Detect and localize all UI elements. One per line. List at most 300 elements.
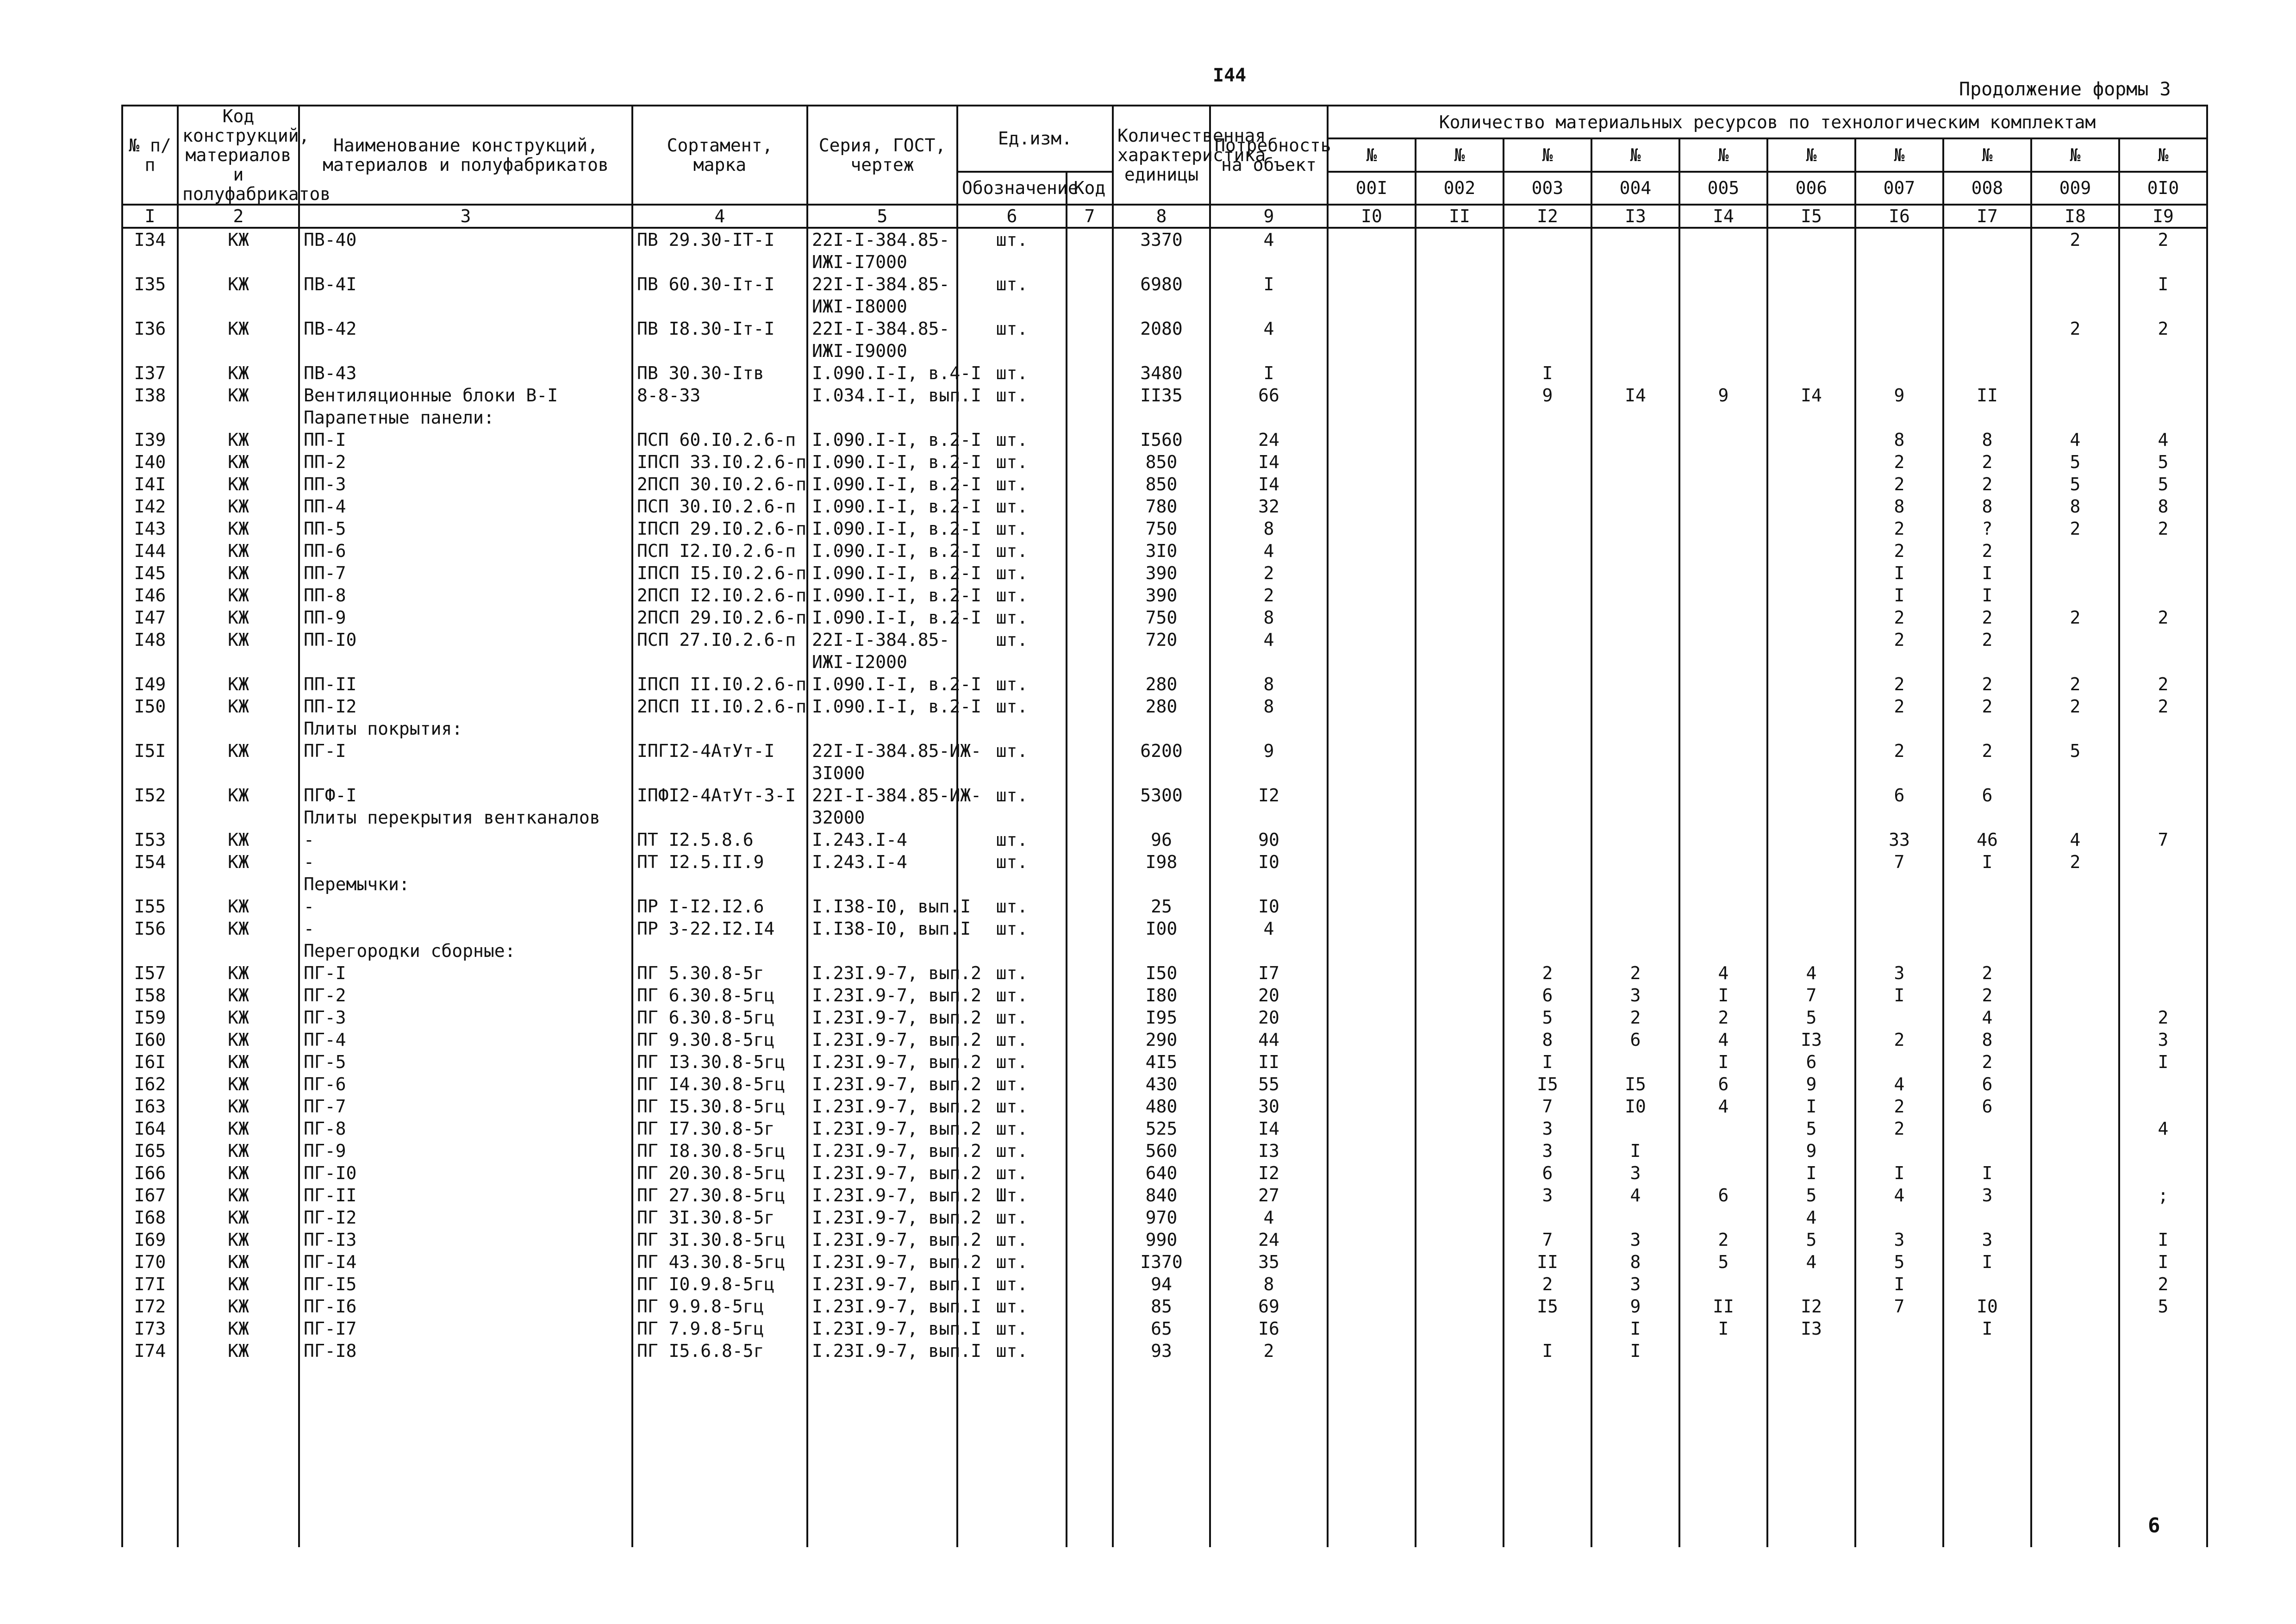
cell-grade: 2ПСП 29.I0.2.6-п [632,606,807,629]
cell-code: КЖ [178,1140,299,1162]
cell-need: 8 [1210,606,1328,629]
section-heading-row [122,873,2207,895]
cell-complex-qty: 5 [2031,473,2119,495]
cell-complex-qty [1504,629,1591,651]
table-row [122,562,2207,584]
cell-series: ИЖI-I2000 [807,651,957,673]
cell-need: I7 [1210,962,1328,984]
cell-complex-qty: 2 [1855,629,1943,651]
cell-qty: 640 [1113,1162,1210,1184]
cell-complex-qty: 46 [1943,829,2031,851]
cell-complex-qty: ; [2119,1184,2207,1206]
cell-complex-qty [1328,984,1416,1006]
cell-series: I.23I.9-7, вып.2 [807,1095,957,1118]
cell-no [122,762,178,784]
cell-complex-qty: 2 [2031,518,2119,540]
cell-empty [1767,873,1855,895]
cell-complex-qty: 2 [2119,673,2207,695]
cell-unit: шт. [957,228,1067,251]
cell-unit: шт. [957,1095,1067,1118]
cell-qty: I80 [1113,984,1210,1006]
cell-need: 35 [1210,1251,1328,1273]
cell-complex-qty [1591,895,1679,918]
cell-empty [1113,762,1210,784]
table-row [122,1229,2207,1251]
cell-complex-qty [1767,740,1855,762]
cell-empty [1767,718,1855,740]
table-row [122,1295,2207,1318]
table-row [122,1273,2207,1295]
cell-complex-qty [1416,673,1504,695]
cell-complex-qty [1943,362,2031,384]
header-complex-no-mark: № [1416,138,1504,171]
cell-grade: IПСП 33.I0.2.6-п [632,451,807,473]
cell-empty [1067,340,1113,362]
table-row [122,673,2207,695]
cell-grade [632,295,807,318]
cell-complex-qty: 9 [1767,1073,1855,1095]
cell-code [178,806,299,829]
cell-complex-qty [2119,1206,2207,1229]
cell-grade: ПВ 30.30-Iтв [632,362,807,384]
cell-complex-qty [2119,384,2207,406]
cell-complex-qty [1679,1118,1767,1140]
cell-no: I56 [122,918,178,940]
table-row [122,1184,2207,1206]
cell-complex-qty [2031,1206,2119,1229]
cell-code: КЖ [178,918,299,940]
table-row [122,1340,2207,1362]
cell-empty [1943,295,2031,318]
cell-grade: ПГ 43.30.8-5гц [632,1251,807,1273]
form-continuation-label: Продолжение формы 3 [1959,79,2171,100]
cell-qty: 850 [1113,451,1210,473]
cell-series: 32000 [807,806,957,829]
cell-need: 2 [1210,584,1328,606]
cell-empty [1210,873,1328,895]
cell-need: 8 [1210,1273,1328,1295]
cell-complex-qty [2119,918,2207,940]
cell-complex-qty [1504,606,1591,629]
cell-complex-qty [1767,228,1855,251]
cell-no: I74 [122,1340,178,1362]
cell-qty: 990 [1113,1229,1210,1251]
cell-series: I.090.I-I, в.2-I [807,562,957,584]
cell-complex-qty [2031,562,2119,584]
cell-complex-qty [1328,829,1416,851]
cell-empty [2031,295,2119,318]
table-row [122,606,2207,629]
cell-empty [2031,718,2119,740]
cell-series: I.23I.9-7, вып.2 [807,1073,957,1095]
cell-complex-qty [2031,1095,2119,1118]
cell-complex-qty: 7 [1855,851,1943,873]
cell-complex-qty [1767,318,1855,340]
header-unit-designation: Обозначение [957,172,1067,205]
cell-complex-qty [1416,1251,1504,1273]
cell-complex-qty: 4 [1679,1095,1767,1118]
cell-complex-qty [2031,584,2119,606]
cell-complex-qty [2119,1140,2207,1162]
cell-complex-qty [1679,1273,1767,1295]
cell-complex-qty: I0 [1943,1295,2031,1318]
cell-complex-qty [2119,1162,2207,1184]
cell-complex-qty [1416,562,1504,584]
cell-complex-qty [1504,851,1591,873]
cell-complex-qty [1504,673,1591,695]
cell-unit: шт. [957,1006,1067,1029]
cell-qty: 5300 [1113,784,1210,806]
cell-complex-qty [1679,851,1767,873]
cell-complex-qty [1416,606,1504,629]
cell-empty [1113,718,1210,740]
cell-grade: ПР 3-22.I2.I4 [632,918,807,940]
cell-no: I63 [122,1095,178,1118]
header-complex-code: 0I0 [2119,172,2207,205]
cell-complex-qty: 8 [1943,495,2031,518]
cell-complex-qty [1328,473,1416,495]
cell-complex-qty [2031,1073,2119,1095]
cell-grade: ПГ I3.30.8-5гц [632,1051,807,1073]
cell-no: I65 [122,1140,178,1162]
corner-number: 6 [2148,1514,2160,1537]
cell-complex-qty [2119,784,2207,806]
cell-complex-qty: 4 [1591,1184,1679,1206]
cell-complex-qty [2119,895,2207,918]
cell-need: 20 [1210,984,1328,1006]
cell-name: - [299,851,632,873]
cell-unit: шт. [957,584,1067,606]
cell-unit-code [1067,1006,1113,1029]
cell-code: КЖ [178,1118,299,1140]
table-row-continuation [122,806,2207,829]
cell-complex-qty: 3 [1591,1229,1679,1251]
cell-need: I3 [1210,1140,1328,1162]
cell-empty [1591,806,1679,829]
cell-code [178,873,299,895]
cell-empty [1113,295,1210,318]
section-heading-row [122,718,2207,740]
cell-code: КЖ [178,1095,299,1118]
cell-no: I6I [122,1051,178,1073]
cell-code: КЖ [178,1251,299,1273]
cell-code: КЖ [178,451,299,473]
cell-code: КЖ [178,1340,299,1362]
cell-series: 22I-I-384.85-ИЖ- [807,740,957,762]
cell-complex-qty: 3 [1504,1184,1591,1206]
cell-need: 20 [1210,1006,1328,1029]
cell-complex-qty [1504,518,1591,540]
cell-complex-qty: I [1855,984,1943,1006]
cell-name: ПВ-43 [299,362,632,384]
cell-complex-qty: 9 [1591,1295,1679,1318]
cell-complex-qty [2119,740,2207,762]
cell-unit: шт. [957,473,1067,495]
cell-empty [1855,940,1943,962]
cell-need: 4 [1210,1206,1328,1229]
cell-empty [1767,340,1855,362]
cell-code [178,406,299,429]
cell-empty [1504,718,1591,740]
cell-complex-qty [1591,740,1679,762]
cell-qty: 780 [1113,495,1210,518]
cell-no [122,718,178,740]
cell-complex-qty [1591,518,1679,540]
cell-complex-qty [2119,562,2207,584]
cell-no: I36 [122,318,178,340]
cell-qty: 750 [1113,606,1210,629]
cell-empty [1943,340,2031,362]
cell-empty [1328,651,1416,673]
cell-empty [1767,651,1855,673]
cell-unit-code [1067,518,1113,540]
cell-complex-qty: II [1504,1251,1591,1273]
cell-complex-qty [1767,429,1855,451]
cell-name: ПП-I0 [299,629,632,651]
cell-complex-qty [1328,918,1416,940]
cell-complex-qty [1679,740,1767,762]
table-row [122,273,2207,295]
cell-complex-qty: 2 [2119,318,2207,340]
cell-empty [957,718,1067,740]
cell-empty [2119,940,2207,962]
cell-no: I58 [122,984,178,1006]
cell-qty: 3I0 [1113,540,1210,562]
header-complex-no-mark: № [1679,138,1767,171]
cell-code: КЖ [178,1206,299,1229]
cell-complex-qty: 2 [1679,1229,1767,1251]
cell-name: - [299,918,632,940]
cell-grade: ПГ 7.9.8-5гц [632,1318,807,1340]
cell-empty [1767,940,1855,962]
section-heading: Парапетные панели: [299,406,632,429]
cell-complex-qty [2031,1184,2119,1206]
cell-complex-qty: 7 [1767,984,1855,1006]
cell-unit-code [1067,1051,1113,1073]
cell-complex-qty: ? [1943,518,2031,540]
cell-no: I50 [122,695,178,718]
cell-complex-qty [2031,629,2119,651]
cell-empty [1067,251,1113,273]
header-complex-no-mark: № [1591,138,1679,171]
cell-qty: 480 [1113,1095,1210,1118]
cell-complex-qty [1504,429,1591,451]
cell-empty [1328,873,1416,895]
cell-complex-qty [1504,695,1591,718]
cell-complex-qty: 4 [2119,1118,2207,1140]
table-row [122,318,2207,340]
cell-complex-qty [1416,584,1504,606]
cell-no: I68 [122,1206,178,1229]
cell-grade: IПСП 29.I0.2.6-п [632,518,807,540]
cell-no: I7I [122,1273,178,1295]
cell-complex-qty [1943,1206,2031,1229]
cell-complex-qty: 2 [1855,1118,1943,1140]
cell-empty [1113,251,1210,273]
cell-complex-qty: 6 [1943,1095,2031,1118]
cell-complex-qty: I [1855,1162,1943,1184]
cell-need: 4 [1210,318,1328,340]
cell-no: I49 [122,673,178,695]
cell-grade: ПСП 60.I0.2.6-п [632,429,807,451]
cell-unit-code [1067,1273,1113,1295]
cell-no: I46 [122,584,178,606]
cell-empty [1943,718,2031,740]
table-row [122,384,2207,406]
cell-unit-code [1067,1029,1113,1051]
cell-unit: шт. [957,1073,1067,1095]
cell-complex-qty: 9 [1855,384,1943,406]
table-row [122,1029,2207,1051]
cell-empty [1855,651,1943,673]
cell-no: I34 [122,228,178,251]
header-complex-code: 009 [2031,172,2119,205]
cell-name: ПГ-3 [299,1006,632,1029]
cell-empty [1679,295,1767,318]
table-row [122,1206,2207,1229]
cell-empty [1855,406,1943,429]
cell-qty: I50 [1113,962,1210,984]
cell-no: I70 [122,1251,178,1273]
column-number: 5 [807,205,957,228]
cell-unit: шт. [957,562,1067,584]
cell-complex-qty [1416,740,1504,762]
cell-empty [1504,806,1591,829]
cell-complex-qty: I5 [1504,1295,1591,1318]
cell-empty [1416,651,1504,673]
cell-code: КЖ [178,384,299,406]
cell-complex-qty: 8 [1855,495,1943,518]
cell-need: 4 [1210,540,1328,562]
cell-complex-qty [1767,540,1855,562]
cell-qty: I560 [1113,429,1210,451]
column-number: I0 [1328,205,1416,228]
cell-empty [632,718,807,740]
cell-complex-qty: 5 [1767,1118,1855,1140]
cell-empty [957,295,1067,318]
cell-unit-code [1067,495,1113,518]
cell-complex-qty: 5 [1504,1006,1591,1029]
cell-series: 22I-I-384.85- [807,629,957,651]
cell-complex-qty [1943,918,2031,940]
cell-need: I2 [1210,1162,1328,1184]
cell-complex-qty: 2 [2031,318,2119,340]
cell-no: I59 [122,1006,178,1029]
cell-no: I39 [122,429,178,451]
cell-qty: 25 [1113,895,1210,918]
cell-unit: шт. [957,1273,1067,1295]
cell-complex-qty [1679,273,1767,295]
cell-series: I.23I.9-7, вып.2 [807,984,957,1006]
cell-complex-qty [2119,1318,2207,1340]
cell-complex-qty [1679,495,1767,518]
cell-unit-code [1067,562,1113,584]
header-complex-code: 005 [1679,172,1767,205]
cell-complex-qty: 2 [1679,1006,1767,1029]
cell-grade: ПВ I8.30-Iт-I [632,318,807,340]
cell-empty [1591,295,1679,318]
cell-no: I66 [122,1162,178,1184]
cell-complex-qty: 2 [1943,740,2031,762]
cell-complex-qty: I [1591,1340,1679,1362]
cell-no [122,651,178,673]
cell-empty [2119,295,2207,318]
cell-name: ПП-II [299,673,632,695]
cell-complex-qty: 4 [2031,429,2119,451]
cell-empty [1328,806,1416,829]
cell-complex-qty [1504,473,1591,495]
cell-empty [1328,295,1416,318]
cell-series: I.23I.9-7, вып.I [807,1318,957,1340]
cell-complex-qty [1328,1029,1416,1051]
cell-qty: 6200 [1113,740,1210,762]
column-number: 7 [1067,205,1113,228]
cell-no: I69 [122,1229,178,1251]
cell-complex-qty [2119,629,2207,651]
cell-empty [957,762,1067,784]
cell-complex-qty: 3 [1943,1229,2031,1251]
cell-name: ПВ-42 [299,318,632,340]
page-number: I44 [1213,65,1247,86]
header-complex-code: 004 [1591,172,1679,205]
cell-empty [2119,718,2207,740]
cell-complex-qty: 4 [1679,1029,1767,1051]
cell-name: ПГ-4 [299,1029,632,1051]
cell-qty: I95 [1113,1006,1210,1029]
cell-complex-qty [1679,1340,1767,1362]
cell-complex-qty [1328,273,1416,295]
cell-no [122,295,178,318]
cell-empty [1067,406,1113,429]
cell-complex-qty [2031,1118,2119,1140]
cell-grade [632,251,807,273]
header-qty-char: Количественная характеристика единицы [1113,106,1210,205]
cell-complex-qty [1679,318,1767,340]
cell-code: КЖ [178,1295,299,1318]
cell-complex-qty [1855,918,1943,940]
cell-need: 8 [1210,673,1328,695]
cell-empty [2119,1362,2207,1547]
cell-unit-code [1067,1162,1113,1184]
cell-complex-qty: I0 [1591,1095,1679,1118]
table-row [122,1318,2207,1340]
cell-series: I.23I.9-7, вып.2 [807,1029,957,1051]
cell-complex-qty [1943,1273,2031,1295]
cell-complex-qty [1679,584,1767,606]
cell-complex-qty: 2 [1943,984,2031,1006]
cell-empty [1416,873,1504,895]
cell-empty [1679,873,1767,895]
cell-unit-code [1067,318,1113,340]
cell-grade: ПГ I5.6.8-5г [632,1340,807,1362]
cell-name: ПП-9 [299,606,632,629]
cell-empty [1113,873,1210,895]
cell-complex-qty: I [1855,1273,1943,1295]
cell-qty: 720 [1113,629,1210,651]
cell-complex-qty [1767,829,1855,851]
cell-complex-qty [1416,473,1504,495]
cell-need: 2 [1210,562,1328,584]
cell-qty: I00 [1113,918,1210,940]
cell-complex-qty [1679,918,1767,940]
cell-name: ПГ-9 [299,1140,632,1162]
cell-complex-qty [1855,1140,1943,1162]
cell-empty [1679,651,1767,673]
cell-empty [1210,718,1328,740]
cell-empty [1591,762,1679,784]
cell-empty [2119,340,2207,362]
cell-empty [1767,1362,1855,1547]
